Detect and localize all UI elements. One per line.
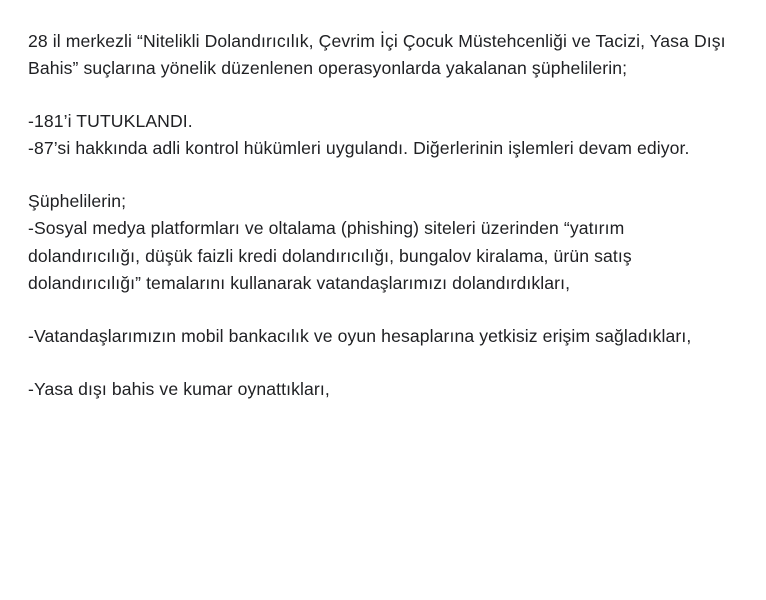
paragraph-illegal-betting: -Yasa dışı bahis ve kumar oynattıkları, (28, 378, 330, 399)
paragraph-arrested: -181’i TUTUKLANDI. (28, 111, 193, 132)
paragraph-unauthorized-access: -Vatandaşlarımızın mobil bankacılık ve oyun hesaplarına yetkisiz erişim sağladıkları, (28, 325, 692, 346)
paragraph-spacer (28, 162, 736, 188)
paragraph-spacer (28, 350, 736, 376)
paragraph-spacer (28, 82, 736, 108)
paragraph-judicial-control: -87’si hakkında adli kontrol hükümleri uygulandı. Diğerlerinin işlemleri devam ediyor. (28, 138, 690, 159)
paragraph-intro: 28 il merkezli “Nitelikli Dolandırıcılık, Çevrim İçi Çocuk Müstehcenliği ve Tacizi, Yasa Dışı Bahis” suçlarına yönelik düzenlenen operasyonlarda yakalanan şüphelilerin; (28, 31, 731, 79)
paragraph-phishing: -Sosyal medya platformları ve oltalama (phishing) siteleri üzerinden “yatırım dolandırıcılığı, düşük faizli kredi dolandırıcılığı, bungalov kiralama, ürün satış dolandırıcılığı” temalarını kullanarak vatandaşlarımızı dolandırdıkları, (28, 218, 637, 293)
paragraph-spacer (28, 297, 736, 323)
document-body (28, 28, 736, 403)
paragraph-suspects-heading: Şüphelilerin; (28, 191, 127, 212)
